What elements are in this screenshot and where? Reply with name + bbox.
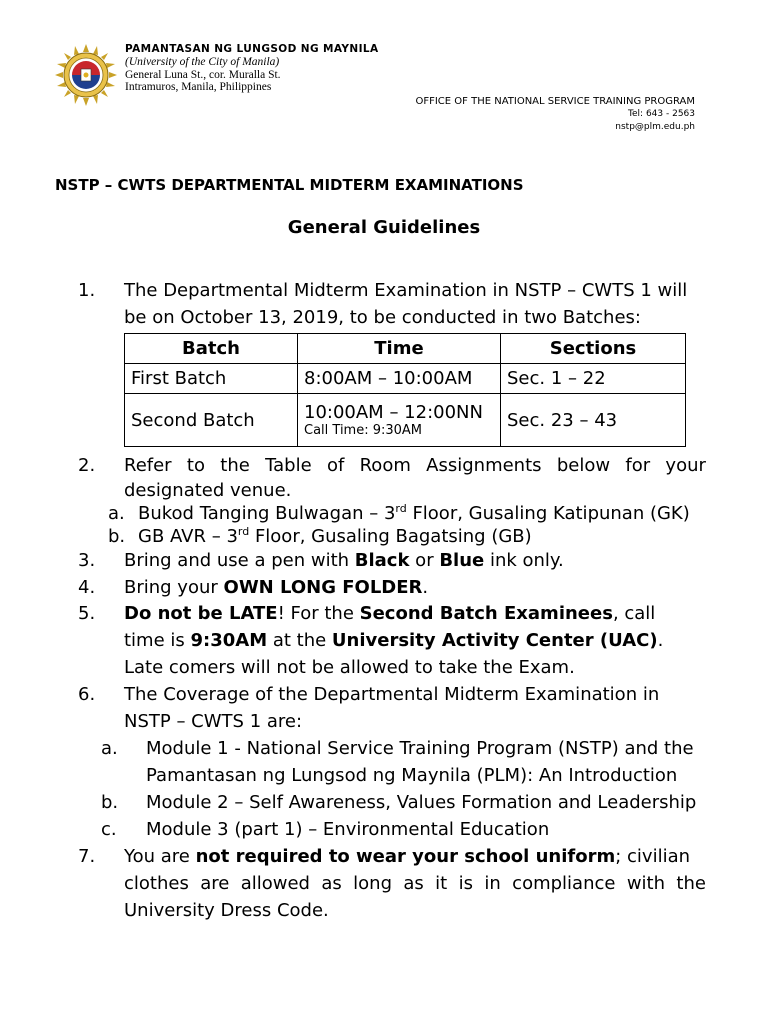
item-1-number: 1. <box>78 280 96 301</box>
item-7-number: 7. <box>78 846 96 867</box>
word: Refer <box>124 455 172 476</box>
address-line-1: General Luna St., cor. Muralla St. <box>125 69 281 81</box>
cell-sections: Sec. 1 – 22 <box>501 364 686 394</box>
header-batch: Batch <box>125 334 298 364</box>
university-seal-icon <box>55 44 117 106</box>
word: clothes <box>124 873 189 894</box>
item-5-line-2: time is 9:30AM at the University Activity Center (UAC). <box>124 630 664 651</box>
item-7-line-2 <box>124 873 706 894</box>
item-2b-label: b. <box>108 526 126 547</box>
item-6-number: 6. <box>78 684 96 705</box>
header-sections: Sections <box>501 334 686 364</box>
word: the <box>676 873 706 894</box>
word: allowed <box>240 873 310 894</box>
word: as <box>321 873 342 894</box>
header-time: Time <box>298 334 501 364</box>
word: is <box>458 873 473 894</box>
word: compliance <box>512 873 616 894</box>
university-name: PAMANTASAN NG LUNGSOD NG MAYNILA <box>125 43 379 55</box>
item-4-number: 4. <box>78 577 96 598</box>
item-6-line-2: NSTP – CWTS 1 are: <box>124 711 303 732</box>
cell-batch: Second Batch <box>125 394 298 447</box>
item-6c-label: c. <box>101 819 117 840</box>
item-2-line-1 <box>124 455 706 476</box>
item-6a-label: a. <box>101 738 118 759</box>
item-5-line-1: Do not be LATE! For the Second Batch Examinees, call <box>124 603 656 624</box>
cell-time-value: 10:00AM – 12:00NN <box>304 402 483 423</box>
word: for <box>625 455 651 476</box>
item-6b-label: b. <box>101 792 119 813</box>
word: below <box>556 455 611 476</box>
item-6c-line-1: Module 3 (part 1) – Environmental Education <box>146 819 550 840</box>
email-address: nstp@plm.edu.ph <box>615 122 695 132</box>
word: Table <box>265 455 312 476</box>
cell-time <box>298 394 501 447</box>
word: Assignments <box>426 455 542 476</box>
batch-schedule-table <box>124 333 686 447</box>
cell-call-time: Call Time: 9:30AM <box>304 423 423 438</box>
item-2-number: 2. <box>78 455 96 476</box>
item-6a-line-1: Module 1 - National Service Training Program (NSTP) and the <box>146 738 694 759</box>
cell-sections: Sec. 23 – 43 <box>501 394 686 447</box>
document-title: NSTP – CWTS DEPARTMENTAL MIDTERM EXAMINATIONS <box>55 176 524 194</box>
word: of <box>326 455 345 476</box>
item-2a-text: Bukod Tanging Bulwagan – 3rd Floor, Gusaling Katipunan (GK) <box>138 502 690 524</box>
item-7-line-3: University Dress Code. <box>124 900 329 921</box>
word: long <box>353 873 392 894</box>
word: in <box>484 873 501 894</box>
item-3-text: Bring and use a pen with Black or Blue ink only. <box>124 550 564 571</box>
item-2b-text: GB AVR – 3rd Floor, Gusaling Bagatsing (GB) <box>138 525 532 547</box>
item-5-line-3: Late comers will not be allowed to take the Exam. <box>124 657 575 678</box>
document-subtitle: General Guidelines <box>287 217 481 238</box>
table-row <box>125 394 686 447</box>
item-5-number: 5. <box>78 603 96 624</box>
item-7-line-1: You are not required to wear your school uniform; civilian <box>124 846 691 867</box>
item-6a-line-2: Pamantasan ng Lungsod ng Maynila (PLM): An Introduction <box>146 765 678 786</box>
cell-time: 8:00AM – 10:00AM <box>298 364 501 394</box>
word: the <box>220 455 250 476</box>
table-header-row <box>125 334 686 364</box>
office-name: OFFICE OF THE NATIONAL SERVICE TRAINING PROGRAM <box>415 96 695 107</box>
word: it <box>435 873 448 894</box>
word: are <box>200 873 230 894</box>
item-2a-label: a. <box>108 503 125 524</box>
table-row <box>125 364 686 394</box>
word: to <box>186 455 205 476</box>
item-1-line-2: be on October 13, 2019, to be conducted in two Batches: <box>124 307 641 328</box>
item-4-text: Bring your OWN LONG FOLDER. <box>124 577 429 598</box>
item-3-number: 3. <box>78 550 96 571</box>
item-2-line-2: designated venue. <box>124 480 292 501</box>
word: your <box>665 455 706 476</box>
address-line-2: Intramuros, Manila, Philippines <box>125 81 272 93</box>
university-english-name: (University of the City of Manila) <box>125 56 280 68</box>
word: with <box>626 873 666 894</box>
item-1-line-1: The Departmental Midterm Examination in NSTP – CWTS 1 will <box>124 280 688 301</box>
word: as <box>403 873 424 894</box>
item-6-line-1: The Coverage of the Departmental Midterm Examination in <box>124 684 660 705</box>
item-6b-line-1: Module 2 – Self Awareness, Values Formation and Leadership <box>146 792 697 813</box>
telephone: Tel: 643 - 2563 <box>628 109 695 119</box>
word: Room <box>359 455 411 476</box>
cell-batch: First Batch <box>125 364 298 394</box>
